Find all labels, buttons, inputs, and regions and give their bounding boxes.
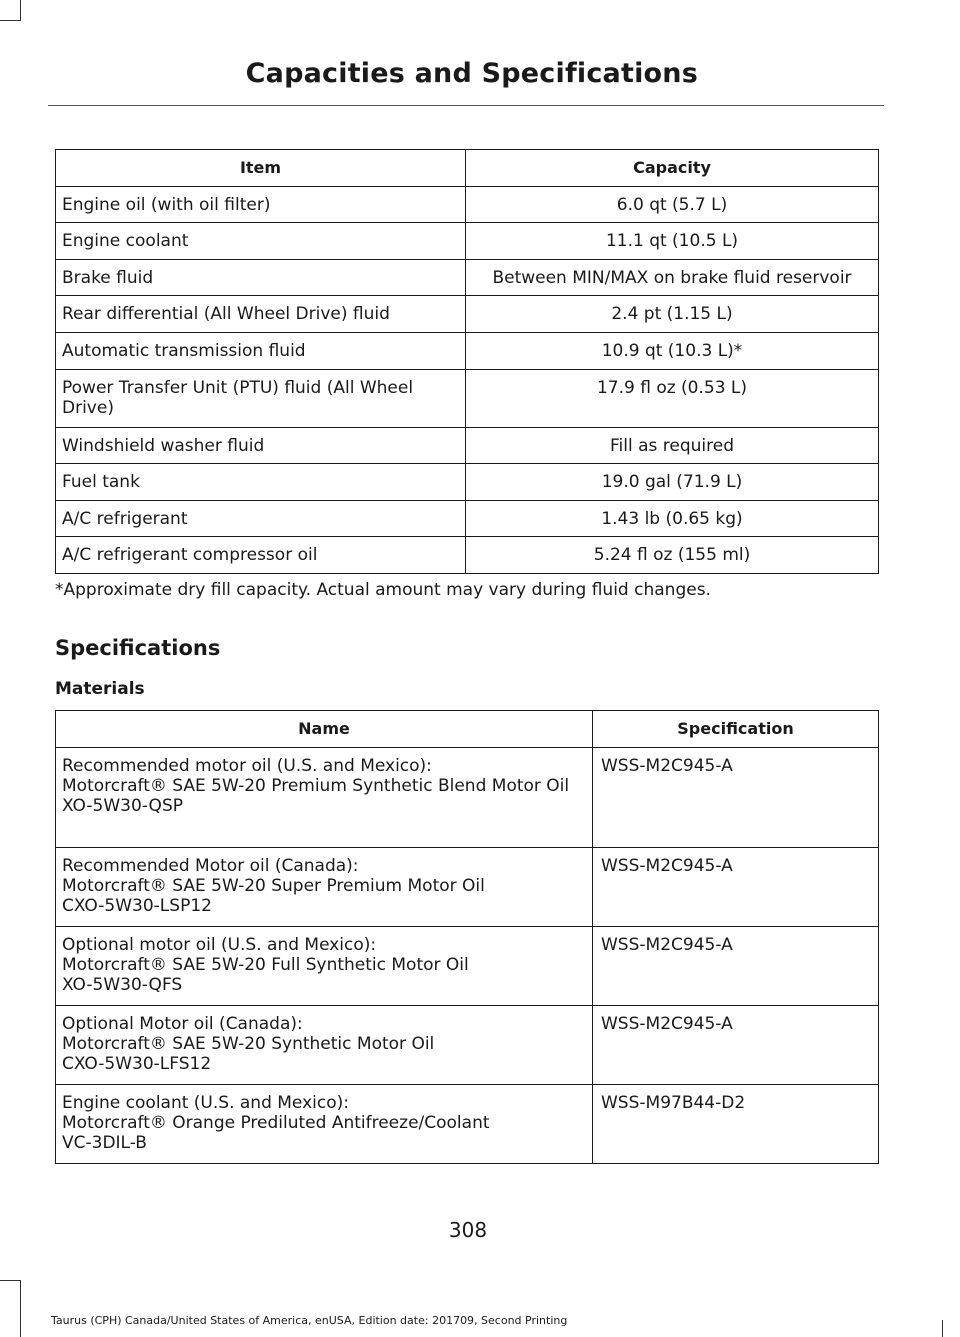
table-row [56,537,879,574]
name-line: CXO-5W30-LSP12 [62,896,212,916]
item-cell: Automatic transmission fluid [56,332,466,369]
name-line: XO-5W30-QFS [62,975,183,995]
table-row [56,464,879,501]
specification-cell: WSS-M2C945-A [593,848,879,927]
capacity-cell: Between MIN/MAX on brake fluid reservoir [466,259,879,296]
item-cell: Brake fluid [56,259,466,296]
capacity-table [55,149,879,574]
column-header-capacity: Capacity [466,150,879,187]
table-row [56,1085,879,1164]
item-cell: A/C refrigerant [56,500,466,537]
capacity-cell: 5.24 fl oz (155 ml) [466,537,879,574]
item-cell: A/C refrigerant compressor oil [56,537,466,574]
table-row [56,332,879,369]
column-header-name: Name [56,711,593,748]
table-row [56,1006,879,1085]
table-header-row [56,150,879,187]
name-line: Recommended Motor oil (Canada): [62,856,359,876]
footnote: *Approximate dry fill capacity. Actual amount may vary during fluid changes. [55,580,711,600]
item-cell: Fuel tank [56,464,466,501]
table-row [56,223,879,260]
name-line: Optional Motor oil (Canada): [62,1014,303,1034]
table-row [56,500,879,537]
name-cell [56,927,593,1006]
table-row [56,259,879,296]
table-header-row [56,711,879,748]
name-line: Engine coolant (U.S. and Mexico): [62,1093,349,1113]
item-cell: Engine coolant [56,223,466,260]
capacity-cell: 6.0 qt (5.7 L) [466,186,879,223]
capacity-cell: Fill as required [466,427,879,464]
name-line: Motorcraft® SAE 5W-20 Premium Synthetic Blend Motor Oil [62,776,570,796]
capacity-cell: 19.0 gal (71.9 L) [466,464,879,501]
capacity-cell: 10.9 qt (10.3 L)* [466,332,879,369]
capacity-cell: 11.1 qt (10.5 L) [466,223,879,260]
column-header-item: Item [56,150,466,187]
name-cell [56,848,593,927]
page-title: Capacities and Specifications [245,58,698,89]
name-line: Motorcraft® SAE 5W-20 Full Synthetic Motor Oil [62,955,469,975]
name-line: Optional motor oil (U.S. and Mexico): [62,935,377,955]
specification-cell: WSS-M97B44-D2 [593,1085,879,1164]
footer-edition-info: Taurus (CPH) Canada/United States of America, enUSA, Edition date: 201709, Second Printing [51,1314,568,1327]
crop-mark-bottom-right-v [942,1320,943,1337]
column-header-specification: Specification [593,711,879,748]
table-row [56,748,879,848]
crop-mark-bottom-left [0,1280,21,1281]
name-line: Motorcraft® SAE 5W-20 Synthetic Motor Oil [62,1034,435,1054]
item-cell: Windshield washer fluid [56,427,466,464]
table-row [56,296,879,333]
name-cell [56,748,593,848]
name-line: VC-3DIL-B [62,1133,147,1153]
name-cell [56,1006,593,1085]
crop-mark-bottom-left-v [20,1280,21,1337]
capacity-cell: 2.4 pt (1.15 L) [466,296,879,333]
name-line: CXO-5W30-LFS12 [62,1054,212,1074]
item-cell: Rear differential (All Wheel Drive) fluid [56,296,466,333]
name-line: Motorcraft® Orange Prediluted Antifreeze/Coolant [62,1113,490,1133]
crop-mark-top-left-v [20,0,21,21]
name-cell [56,1085,593,1164]
table-row [56,427,879,464]
specification-cell: WSS-M2C945-A [593,748,879,848]
crop-mark-top-left [0,20,21,21]
table-row [56,927,879,1006]
table-row [56,369,879,427]
name-line: Motorcraft® SAE 5W-20 Super Premium Motor Oil [62,876,485,896]
header-divider [48,105,884,106]
specification-cell: WSS-M2C945-A [593,1006,879,1085]
table-row [56,848,879,927]
page-number: 308 [448,1218,488,1242]
subsection-heading: Materials [55,679,145,699]
materials-table [55,710,879,1164]
specification-cell: WSS-M2C945-A [593,927,879,1006]
item-cell: Engine oil (with oil filter) [56,186,466,223]
name-line: XO-5W30-QSP [62,796,183,816]
capacity-cell: 1.43 lb (0.65 kg) [466,500,879,537]
table-row [56,186,879,223]
item-cell: Power Transfer Unit (PTU) fluid (All Wheel Drive) [56,369,466,427]
section-heading: Specifications [55,636,221,660]
capacity-cell: 17.9 fl oz (0.53 L) [466,369,879,427]
name-line: Recommended motor oil (U.S. and Mexico): [62,756,432,776]
